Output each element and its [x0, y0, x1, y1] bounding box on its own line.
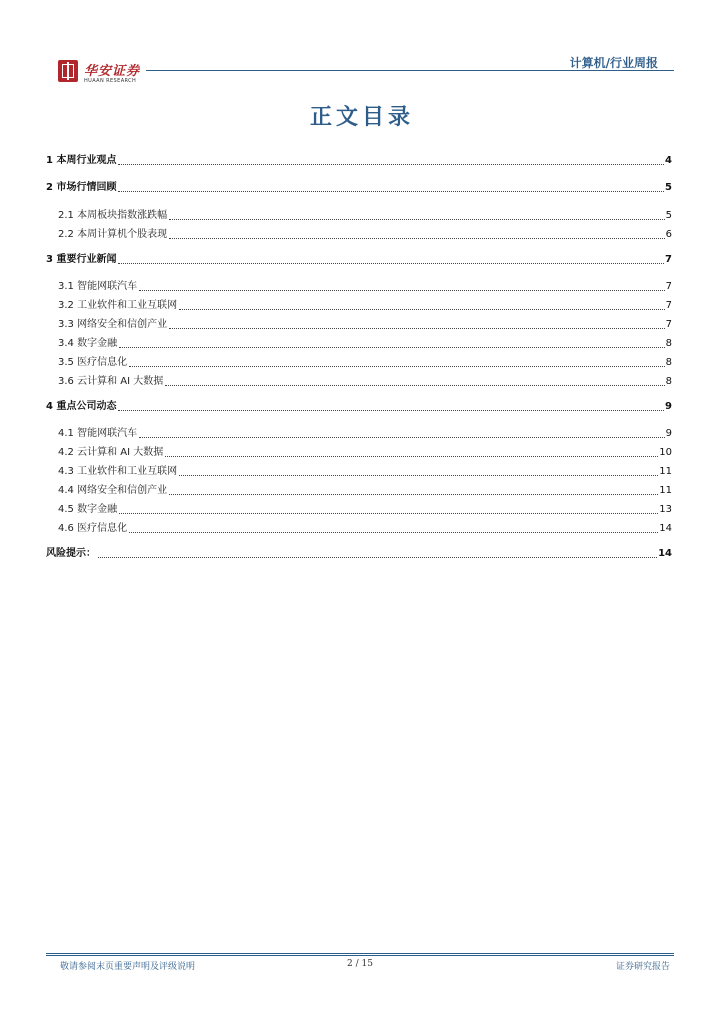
toc-entry-page: 8 [665, 376, 672, 387]
toc-entry-page: 5 [665, 182, 672, 193]
toc-entry-page: 11 [659, 466, 672, 477]
toc-entry-page: 13 [659, 504, 672, 515]
toc-entry[interactable] [46, 521, 672, 535]
toc-entry-page: 14 [658, 548, 672, 559]
toc-entry[interactable] [46, 279, 672, 293]
toc-entry[interactable] [46, 180, 672, 194]
toc-dot-leader [98, 557, 657, 558]
toc-entry[interactable] [46, 317, 672, 331]
toc-entry[interactable] [46, 153, 672, 167]
toc-dot-leader [169, 494, 658, 495]
toc-entry[interactable] [46, 399, 672, 413]
toc-entry-page: 14 [659, 523, 672, 534]
toc-entry-label: 3.4 数字金融 [58, 338, 118, 349]
report-category: 计算机/行业周报 [569, 56, 658, 70]
toc-dot-leader [118, 410, 664, 411]
toc-entry[interactable] [46, 208, 672, 222]
toc-entry-label: 3.1 智能网联汽车 [58, 281, 138, 292]
toc-entry-page: 8 [665, 338, 672, 349]
toc-dot-leader [129, 366, 665, 367]
toc-entry-label: 风险提示： [46, 548, 96, 559]
toc-entry-label: 4.2 云计算和 AI 大数据 [58, 447, 164, 458]
toc-dot-leader [118, 263, 664, 264]
toc-entry-label: 4.5 数字金融 [58, 504, 118, 515]
toc-entry[interactable] [46, 546, 672, 560]
toc-entry-page: 11 [659, 485, 672, 496]
toc-entry-label: 4.3 工业软件和工业互联网 [58, 466, 178, 477]
toc-dot-leader [118, 164, 664, 165]
toc-entry[interactable] [46, 502, 672, 516]
toc-entry-page: 9 [665, 428, 672, 439]
toc-entry-page: 4 [665, 155, 672, 166]
logo-seal-icon [58, 60, 78, 82]
logo-name-en: HUAAN RESEARCH [84, 78, 137, 84]
toc-entry-label: 4.4 网络安全和信创产业 [58, 485, 168, 496]
toc-entry-page: 8 [665, 357, 672, 368]
toc-dot-leader [119, 347, 665, 348]
toc-entry[interactable] [46, 374, 672, 388]
toc-dot-leader [169, 219, 665, 220]
toc-entry-label: 2.1 本周板块指数涨跌幅 [58, 210, 168, 221]
page-header [46, 54, 674, 90]
toc-dot-leader [129, 532, 658, 533]
toc-entry-label: 2.2 本周计算机个股表现 [58, 229, 168, 240]
toc-entry[interactable] [46, 298, 672, 312]
toc-entry-page: 7 [665, 254, 672, 265]
page-footer [46, 953, 674, 973]
toc-entry[interactable] [46, 464, 672, 478]
toc-dot-leader [169, 238, 665, 239]
toc-entry[interactable] [46, 445, 672, 459]
toc-entry-page: 5 [665, 210, 672, 221]
page-number: 2 / 15 [347, 959, 373, 969]
footer-disclaimer: 敬请参阅末页重要声明及评级说明 [60, 962, 196, 972]
toc-entry-label: 2 市场行情回顾 [46, 182, 117, 193]
logo-name-cn: 华安证券 [84, 64, 141, 79]
toc-entry-page: 7 [665, 319, 672, 330]
footer-divider-secondary [46, 955, 674, 956]
toc-dot-leader [139, 437, 665, 438]
toc-entry-label: 4 重点公司动态 [46, 401, 117, 412]
toc-entry-label: 3.5 医疗信息化 [58, 357, 128, 368]
toc-entry-page: 9 [665, 401, 672, 412]
toc-entry-page: 10 [659, 447, 672, 458]
toc-dot-leader [139, 290, 665, 291]
toc-entry[interactable] [46, 426, 672, 440]
toc-entry-label: 3 重要行业新闻 [46, 254, 117, 265]
toc-entry-label: 3.2 工业软件和工业互联网 [58, 300, 178, 311]
toc-dot-leader [179, 475, 658, 476]
toc-entry-page: 7 [665, 281, 672, 292]
toc-entry-page: 7 [665, 300, 672, 311]
footer-divider [46, 953, 674, 954]
toc-entry[interactable] [46, 483, 672, 497]
toc-entry-label: 1 本周行业观点 [46, 155, 117, 166]
toc-entry-label: 4.6 医疗信息化 [58, 523, 128, 534]
footer-doc-type: 证券研究报告 [615, 962, 670, 972]
toc-entry-page: 6 [665, 229, 672, 240]
page-title: 正文目录 [309, 104, 414, 130]
toc-entry-label: 3.6 云计算和 AI 大数据 [58, 376, 164, 387]
toc-dot-leader [165, 456, 658, 457]
toc-dot-leader [118, 191, 664, 192]
toc-entry-label: 4.1 智能网联汽车 [58, 428, 138, 439]
toc-dot-leader [119, 513, 658, 514]
toc-dot-leader [179, 309, 665, 310]
toc-entry[interactable] [46, 336, 672, 350]
toc-entry[interactable] [46, 252, 672, 266]
toc-dot-leader [165, 385, 664, 386]
toc-dot-leader [169, 328, 665, 329]
toc-entry[interactable] [46, 227, 672, 241]
toc-entry[interactable] [46, 355, 672, 369]
toc-entry-label: 3.3 网络安全和信创产业 [58, 319, 168, 330]
company-logo [58, 60, 198, 90]
